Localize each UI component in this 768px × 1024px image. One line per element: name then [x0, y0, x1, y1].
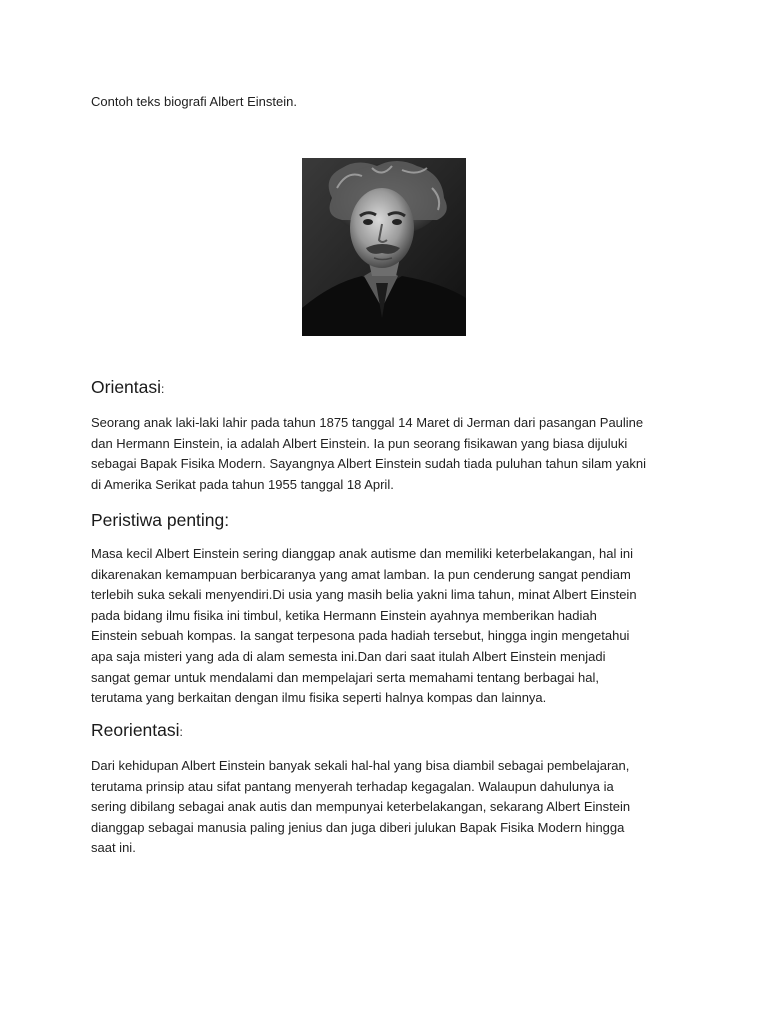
paragraph-line: terutama yang berkaitan dengan ilmu fisika seperti halnya kompas dan lainnya.: [91, 690, 547, 706]
paragraph-line: sangat gemar untuk mendalami dan mempelajari serta memahami tentang berbagai hal,: [91, 669, 600, 685]
paragraph-line: sering dibilang sebagai anak autis dan mempunyai keterbelakangan, sekarang Albert Einstein: [91, 799, 631, 815]
section-title: Reorientasi: [91, 720, 180, 740]
paragraph-line: dikarenakan kemampuan berbicaranya yang amat lamban. Ia pun cenderung sangat pendiam: [91, 566, 631, 582]
paragraph-line: di Amerika Serikat pada tahun 1955 tanggal 18 April.: [91, 476, 394, 492]
paragraph-line: dan Hermann Einstein, ia adalah Albert Einstein. Ia pun seorang fisikawan yang biasa dijuluki: [91, 435, 628, 451]
paragraph-line: Einstein sebuah kompas. Ia sangat terpesona pada hadiah tersebut, hingga ingin mengetahui: [91, 628, 630, 644]
paragraph-line: Masa kecil Albert Einstein sering dianggap anak autisme dan memiliki keterbelakangan, hal ini: [91, 546, 633, 561]
paragraph-line: terutama prinsip atau sifat pantang menyerah terhadap kegagalan. Walaupun dahulunya ia: [91, 778, 614, 794]
paragraph-line: sebagai Bapak Fisika Modern. Sayangnya Albert Einstein sudah tiada puluhan tahun silam yakni: [91, 456, 647, 472]
section-paragraph-reorientasi: [91, 756, 691, 859]
section-paragraph-peristiwa-penting: [91, 544, 691, 709]
section-title: Peristiwa penting:: [91, 510, 230, 530]
portrait-photo: [302, 158, 466, 336]
section-heading-orientasi: [91, 376, 164, 400]
section-title: Orientasi: [91, 377, 162, 397]
paragraph-line: apa saja misteri yang ada di alam semesta ini.Dan dari saat itulah Albert Einstein menjadi: [91, 648, 606, 664]
intro-text: Contoh teks biografi Albert Einstein.: [91, 94, 297, 109]
paragraph-line: dianggap sebagai manusia paling jenius dan juga diberi julukan Bapak Fisika Modern hingga: [91, 819, 625, 835]
section-paragraph-orientasi: [91, 413, 691, 495]
section-colon: :: [161, 382, 165, 396]
section-colon: :: [179, 725, 183, 739]
paragraph-line: Dari kehidupan Albert Einstein banyak sekali hal-hal yang bisa diambil sebagai pembelajaran,: [91, 758, 630, 773]
paragraph-line: pada bidang ilmu fisika ini timbul, ketika Hermann Einstein ayahnya memberikan hadiah: [91, 607, 597, 623]
paragraph-line: Seorang anak laki-laki lahir pada tahun 1875 tanggal 14 Maret di Jerman dari pasangan Pauline: [91, 415, 644, 430]
section-heading-reorientasi: [91, 719, 183, 743]
paragraph-line: terlebih suka sekali menyendiri.Di usia yang masih belia yakni lima tahun, minat Albert Einstein: [91, 587, 637, 603]
paragraph-line: saat ini.: [91, 840, 136, 856]
section-heading-peristiwa-penting: [91, 509, 229, 533]
